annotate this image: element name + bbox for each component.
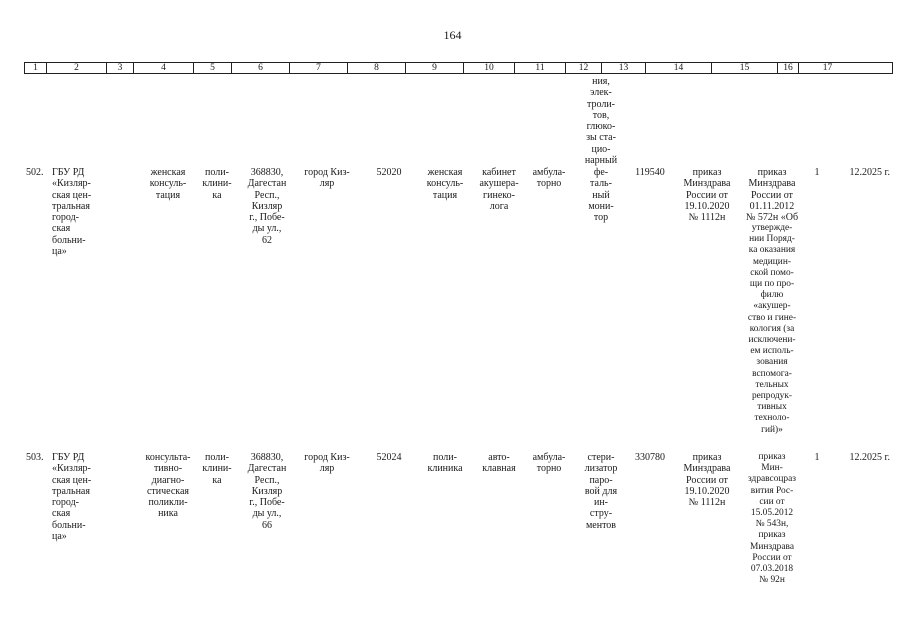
column-number: 7 [290,63,348,73]
column-number: 2 [47,63,107,73]
facility-type: поли- клини- ка [202,167,232,201]
column-number: 3 [107,63,134,73]
equipment-code: 330780 [635,452,665,463]
care-form: амбула- торно [532,452,566,475]
order-reference: приказ Минздрава России от 19.10.2020 № 1112н [683,452,731,509]
column-number: 4 [134,63,194,73]
care-form: амбула- торно [532,167,566,190]
locality: город Киз- ляр [304,167,350,190]
due-date: 12.2025 г. [849,452,890,463]
procedure-order: приказ Мин- здравсоцраз вития Рос- сии от 15.05.2012 № 543н, приказ Минздрава России от 07.03.2018 № 92н [748,452,796,586]
procedure-order: приказ Минздрава России от 01.11.2012 № 572н «Об [745,167,799,224]
column-number: 15 [712,63,778,73]
subdivision: женская консуль- тация [149,167,187,201]
equipment: фе- таль- ный мони- тор [588,167,614,224]
equipment: стери- лизатор паро- вой для ин- стру- ментов [584,452,618,531]
organization: ГБУ РД «Кизляр- ская цен- тральная город- ская больни- ца» [52,452,92,543]
locality-code: 52020 [376,167,402,178]
address: 368830, Дагестан Респ., Кизляр г., Побе- ды ул., 66 [247,452,287,531]
facility-type: поли- клини- ка [202,452,232,486]
column-number: 13 [602,63,646,73]
subdivision: консульта- тивно- диагно- стическая поликли- ника [145,452,191,520]
column-number: 16 [778,63,799,73]
organization: ГБУ РД «Кизляр- ская цен- тральная город- ская больни- ца» [52,167,92,258]
unit: поли- клиника [427,452,463,475]
quantity: 1 [814,452,820,463]
locality: город Киз- ляр [304,452,350,475]
equipment-code: 119540 [635,167,665,178]
equipment-continuation: ния, элек- троли- тов, глюко- зы ста- цио- нарный [584,76,618,167]
column-number: 14 [646,63,712,73]
column-number: 12 [566,63,602,73]
row-number: 502. [26,167,44,178]
due-date: 12.2025 г. [849,167,890,178]
address: 368830, Дагестан Респ., Кизляр г., Побе- ды ул., 62 [247,167,287,246]
unit: женская консуль- тация [426,167,464,201]
column-number: 17 [822,63,833,73]
quantity: 1 [814,167,820,178]
room: кабинет акушера- гинеко- лога [479,167,519,212]
room: авто- клавная [482,452,516,475]
column-number: 11 [515,63,566,73]
column-number: 5 [194,63,232,73]
order-reference: приказ Минздрава России от 19.10.2020 № 1112н [683,167,731,224]
column-number: 10 [464,63,515,73]
column-number: 8 [348,63,406,73]
procedure-order-continued: утвержде- нии Поряд- ка оказания медицин- ской помо- щи по про- филю «акушер- ство и гине- кология (за исключени- ем исполь- зования вспомога- тельных репродук- тивных техноло- гий)» [747,223,797,435]
column-number-header [24,62,893,74]
locality-code: 52024 [376,452,402,463]
column-number: 6 [232,63,290,73]
page-number: 164 [443,28,462,42]
column-number: 1 [25,63,47,73]
column-number: 9 [406,63,464,73]
row-number: 503. [26,452,44,463]
